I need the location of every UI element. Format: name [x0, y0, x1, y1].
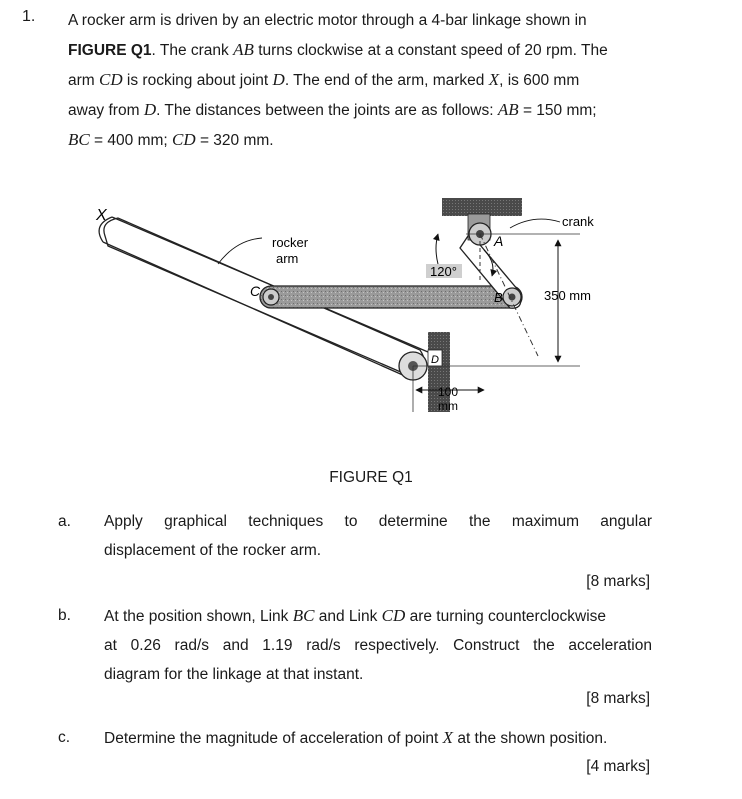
- link-ab: AB: [233, 40, 254, 59]
- text-run: are turning counterclockwise: [405, 608, 607, 625]
- text-run: At the position shown, Link: [104, 608, 293, 625]
- label-angle: 120°: [430, 264, 457, 279]
- label-rocker-arm: rocker: [272, 235, 309, 250]
- label-offset-unit: mm: [438, 399, 458, 413]
- part-c-marks: [4 marks]: [586, 758, 650, 775]
- linkage-diagram: [40, 190, 720, 430]
- text-run: = 320 mm.: [195, 132, 274, 149]
- link-bc: BC: [68, 130, 90, 149]
- part-a-text: [104, 507, 652, 565]
- text-run: = 150 mm;: [518, 102, 597, 119]
- part-b-letter: b.: [58, 607, 71, 624]
- part-b-line-1: [104, 601, 652, 631]
- label-height: 350 mm: [544, 288, 591, 303]
- text-run: at 0.26 rad/s and 1.19 rad/s respectively. Construct the acceleration: [104, 637, 652, 654]
- text-run: away from: [68, 102, 144, 119]
- text-run: , is 600 mm: [499, 72, 580, 89]
- text-run: . The distances between the joints are as follows:: [156, 102, 498, 119]
- joint-d: D: [143, 100, 157, 119]
- rocker-leader: [218, 238, 262, 264]
- text-run: Determine the magnitude of acceleration of point: [104, 730, 443, 747]
- part-b-marks: [8 marks]: [586, 690, 650, 707]
- label-a: A: [494, 233, 504, 249]
- text-run: is rocking about joint: [122, 72, 273, 89]
- part-a-line-2: [104, 536, 652, 565]
- text-run: arm: [68, 72, 99, 89]
- coupler-link-bc: [260, 286, 522, 308]
- label-d: D: [431, 354, 439, 366]
- text-run: at the shown position.: [453, 730, 608, 747]
- ground-support-a: [442, 198, 522, 216]
- link-cd: CD: [381, 606, 406, 625]
- part-c-line-1: [104, 723, 664, 753]
- text-run: displacement of the rocker arm.: [104, 542, 322, 559]
- figure-q1: [40, 190, 720, 430]
- text-run: = 400 mm;: [89, 132, 173, 149]
- link-bc: BC: [292, 606, 315, 625]
- crank-leader: [510, 219, 560, 228]
- label-rocker-arm-line-2: arm: [276, 251, 299, 266]
- part-b-line-3: [104, 660, 652, 689]
- figure-ref: FIGURE Q1: [68, 42, 152, 59]
- label-crank: crank: [562, 214, 594, 229]
- joint-d: D: [272, 70, 285, 89]
- link-cd: CD: [172, 130, 196, 149]
- link-ab: AB: [497, 100, 519, 119]
- label-offset: 100: [438, 385, 459, 399]
- part-b-text: [104, 601, 652, 689]
- part-a-marks: [8 marks]: [586, 573, 650, 590]
- text-run: Apply graphical techniques to determine the maximum angular: [104, 513, 652, 530]
- question-number: 1.: [22, 8, 36, 25]
- part-b-line-2: [104, 631, 652, 660]
- question-line-4: [68, 95, 668, 125]
- question-line-2: [68, 35, 668, 65]
- text-run: diagram for the linkage at that instant.: [104, 666, 364, 683]
- part-a-line-1: [104, 507, 652, 536]
- text-run: . The end of the arm, marked: [284, 72, 489, 89]
- point-x: X: [488, 70, 500, 89]
- part-c-text: [104, 723, 664, 753]
- label-b: B: [494, 290, 503, 305]
- text-run: . The crank: [151, 42, 234, 59]
- point-x: X: [442, 728, 454, 747]
- text-run: A rocker arm is driven by an electric motor through a 4-bar linkage shown in: [68, 12, 587, 29]
- question-line-1: [68, 6, 668, 35]
- part-c-letter: c.: [58, 729, 71, 746]
- text-run: turns clockwise at a constant speed of 20 rpm. The: [253, 42, 608, 59]
- text-run: and Link: [314, 608, 382, 625]
- label-c: C: [250, 283, 261, 299]
- question-line-3: [68, 65, 668, 95]
- question-text: [68, 6, 668, 155]
- label-x: X: [96, 207, 107, 224]
- part-a-letter: a.: [58, 513, 71, 530]
- question-line-5: [68, 125, 668, 155]
- link-cd: CD: [99, 70, 123, 89]
- figure-caption: FIGURE Q1: [329, 469, 413, 486]
